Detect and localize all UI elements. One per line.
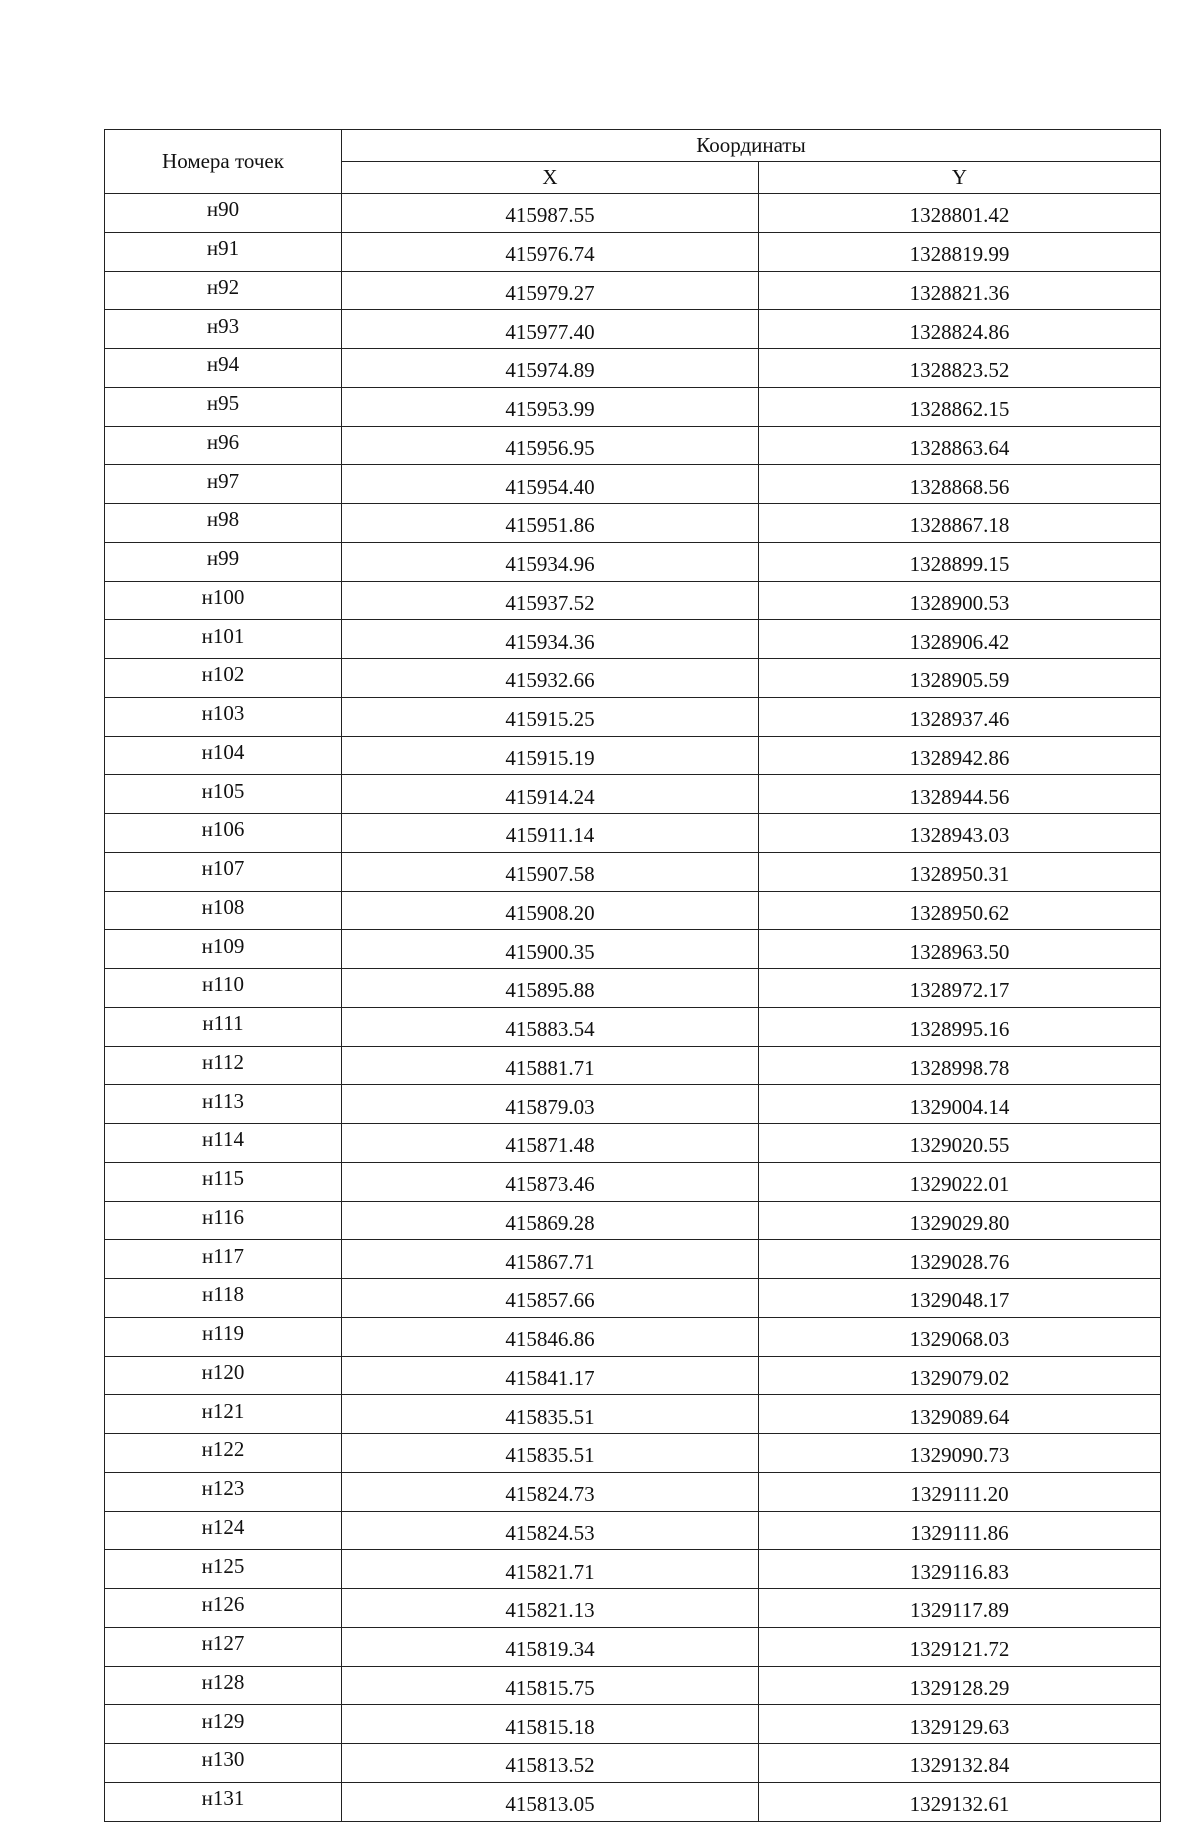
x-coordinate-cell: 415846.86 <box>342 1317 759 1356</box>
x-coordinate-cell: 415841.17 <box>342 1356 759 1395</box>
point-number-cell: н127 <box>105 1627 342 1666</box>
y-coordinate-cell: 1329128.29 <box>759 1666 1161 1705</box>
table-row <box>105 1550 1161 1589</box>
table-row <box>105 1124 1161 1163</box>
point-number-cell: н98 <box>105 504 342 543</box>
x-coordinate-cell: 415869.28 <box>342 1201 759 1240</box>
x-coordinate-cell: 415857.66 <box>342 1279 759 1318</box>
y-coordinate-cell: 1328821.36 <box>759 271 1161 310</box>
table-row <box>105 969 1161 1008</box>
x-coordinate-cell: 415951.86 <box>342 504 759 543</box>
x-coordinate-cell: 415871.48 <box>342 1124 759 1163</box>
table-row <box>105 465 1161 504</box>
table-row <box>105 310 1161 349</box>
point-number-cell: н94 <box>105 349 342 388</box>
coordinates-header: Координаты <box>342 130 1161 162</box>
x-coordinate-cell: 415824.53 <box>342 1511 759 1550</box>
x-coordinate-cell: 415824.73 <box>342 1472 759 1511</box>
y-coordinate-cell: 1329079.02 <box>759 1356 1161 1395</box>
x-coordinate-cell: 415911.14 <box>342 814 759 853</box>
x-coordinate-cell: 415987.55 <box>342 194 759 233</box>
y-coordinate-cell: 1329111.20 <box>759 1472 1161 1511</box>
table-row <box>105 426 1161 465</box>
point-number-cell: н120 <box>105 1356 342 1395</box>
point-number-cell: н126 <box>105 1589 342 1628</box>
table-row <box>105 1279 1161 1318</box>
x-coordinate-cell: 415979.27 <box>342 271 759 310</box>
table-row <box>105 1472 1161 1511</box>
x-coordinate-cell: 415900.35 <box>342 930 759 969</box>
x-coordinate-cell: 415956.95 <box>342 426 759 465</box>
x-coordinate-cell: 415954.40 <box>342 465 759 504</box>
y-header: Y <box>759 162 1161 194</box>
point-number-cell: н123 <box>105 1472 342 1511</box>
point-number-cell: н116 <box>105 1201 342 1240</box>
y-coordinate-cell: 1328867.18 <box>759 504 1161 543</box>
point-number-cell: н99 <box>105 542 342 581</box>
point-number-cell: н131 <box>105 1782 342 1821</box>
table-row <box>105 620 1161 659</box>
table-row <box>105 1085 1161 1124</box>
y-coordinate-cell: 1329090.73 <box>759 1434 1161 1473</box>
point-number-cell: н110 <box>105 969 342 1008</box>
point-number-cell: н117 <box>105 1240 342 1279</box>
table-row <box>105 814 1161 853</box>
y-coordinate-cell: 1328905.59 <box>759 659 1161 698</box>
header-row-top <box>105 130 1161 162</box>
point-number-cell: н125 <box>105 1550 342 1589</box>
point-number-cell: н128 <box>105 1666 342 1705</box>
y-coordinate-cell: 1329111.86 <box>759 1511 1161 1550</box>
y-coordinate-cell: 1329028.76 <box>759 1240 1161 1279</box>
x-coordinate-cell: 415815.75 <box>342 1666 759 1705</box>
x-coordinate-cell: 415907.58 <box>342 852 759 891</box>
table-row <box>105 232 1161 271</box>
x-coordinate-cell: 415934.36 <box>342 620 759 659</box>
table-row <box>105 1434 1161 1473</box>
x-coordinate-cell: 415813.52 <box>342 1744 759 1783</box>
table-row <box>105 1240 1161 1279</box>
y-coordinate-cell: 1328863.64 <box>759 426 1161 465</box>
x-coordinate-cell: 415974.89 <box>342 349 759 388</box>
y-coordinate-cell: 1329129.63 <box>759 1705 1161 1744</box>
table-row <box>105 736 1161 775</box>
x-coordinate-cell: 415821.13 <box>342 1589 759 1628</box>
table-row <box>105 1782 1161 1821</box>
x-coordinate-cell: 415835.51 <box>342 1434 759 1473</box>
table-row <box>105 1201 1161 1240</box>
y-coordinate-cell: 1329020.55 <box>759 1124 1161 1163</box>
table-row <box>105 194 1161 233</box>
x-coordinate-cell: 415867.71 <box>342 1240 759 1279</box>
y-coordinate-cell: 1328942.86 <box>759 736 1161 775</box>
point-number-cell: н111 <box>105 1007 342 1046</box>
point-number-cell: н104 <box>105 736 342 775</box>
y-coordinate-cell: 1328900.53 <box>759 581 1161 620</box>
y-coordinate-cell: 1329089.64 <box>759 1395 1161 1434</box>
y-coordinate-cell: 1328963.50 <box>759 930 1161 969</box>
table-row <box>105 387 1161 426</box>
x-coordinate-cell: 415953.99 <box>342 387 759 426</box>
y-coordinate-cell: 1329132.84 <box>759 1744 1161 1783</box>
x-coordinate-cell: 415932.66 <box>342 659 759 698</box>
point-number-cell: н96 <box>105 426 342 465</box>
point-number-cell: н95 <box>105 387 342 426</box>
x-coordinate-cell: 415883.54 <box>342 1007 759 1046</box>
table-row <box>105 1744 1161 1783</box>
y-coordinate-cell: 1328823.52 <box>759 349 1161 388</box>
table-row <box>105 1162 1161 1201</box>
y-coordinate-cell: 1329121.72 <box>759 1627 1161 1666</box>
table-row <box>105 1705 1161 1744</box>
point-number-cell: н115 <box>105 1162 342 1201</box>
x-coordinate-cell: 415821.71 <box>342 1550 759 1589</box>
table-row <box>105 1589 1161 1628</box>
x-coordinate-cell: 415914.24 <box>342 775 759 814</box>
x-coordinate-cell: 415879.03 <box>342 1085 759 1124</box>
y-coordinate-cell: 1329117.89 <box>759 1589 1161 1628</box>
point-number-cell: н105 <box>105 775 342 814</box>
y-coordinate-cell: 1328819.99 <box>759 232 1161 271</box>
point-number-cell: н130 <box>105 1744 342 1783</box>
y-coordinate-cell: 1328944.56 <box>759 775 1161 814</box>
point-number-cell: н108 <box>105 891 342 930</box>
point-number-cell: н103 <box>105 697 342 736</box>
point-number-cell: н129 <box>105 1705 342 1744</box>
table-row <box>105 1046 1161 1085</box>
table-row <box>105 930 1161 969</box>
table-row <box>105 1511 1161 1550</box>
y-coordinate-cell: 1329048.17 <box>759 1279 1161 1318</box>
table-row <box>105 1317 1161 1356</box>
coordinates-table <box>104 129 1161 1822</box>
point-number-header: Номера точек <box>105 130 342 194</box>
x-coordinate-cell: 415937.52 <box>342 581 759 620</box>
table-row <box>105 349 1161 388</box>
x-coordinate-cell: 415815.18 <box>342 1705 759 1744</box>
table-row <box>105 659 1161 698</box>
point-number-cell: н101 <box>105 620 342 659</box>
x-coordinate-cell: 415915.25 <box>342 697 759 736</box>
x-coordinate-cell: 415835.51 <box>342 1395 759 1434</box>
y-coordinate-cell: 1328868.56 <box>759 465 1161 504</box>
point-number-cell: н124 <box>105 1511 342 1550</box>
table-row <box>105 852 1161 891</box>
point-number-cell: н113 <box>105 1085 342 1124</box>
y-coordinate-cell: 1329004.14 <box>759 1085 1161 1124</box>
table-row <box>105 542 1161 581</box>
y-coordinate-cell: 1329132.61 <box>759 1782 1161 1821</box>
point-number-cell: н122 <box>105 1434 342 1473</box>
y-coordinate-cell: 1328824.86 <box>759 310 1161 349</box>
table-row <box>105 775 1161 814</box>
x-coordinate-cell: 415895.88 <box>342 969 759 1008</box>
x-coordinate-cell: 415881.71 <box>342 1046 759 1085</box>
x-coordinate-cell: 415977.40 <box>342 310 759 349</box>
table-row <box>105 504 1161 543</box>
y-coordinate-cell: 1328998.78 <box>759 1046 1161 1085</box>
point-number-cell: н114 <box>105 1124 342 1163</box>
x-coordinate-cell: 415934.96 <box>342 542 759 581</box>
point-number-cell: н118 <box>105 1279 342 1318</box>
table-header <box>105 130 1161 194</box>
y-coordinate-cell: 1328943.03 <box>759 814 1161 853</box>
point-number-cell: н112 <box>105 1046 342 1085</box>
table-row <box>105 581 1161 620</box>
table-row <box>105 1356 1161 1395</box>
point-number-cell: н107 <box>105 852 342 891</box>
x-coordinate-cell: 415819.34 <box>342 1627 759 1666</box>
x-header: X <box>342 162 759 194</box>
point-number-cell: н109 <box>105 930 342 969</box>
point-number-cell: н106 <box>105 814 342 853</box>
y-coordinate-cell: 1328801.42 <box>759 194 1161 233</box>
y-coordinate-cell: 1329068.03 <box>759 1317 1161 1356</box>
y-coordinate-cell: 1328950.31 <box>759 852 1161 891</box>
x-coordinate-cell: 415813.05 <box>342 1782 759 1821</box>
y-coordinate-cell: 1328995.16 <box>759 1007 1161 1046</box>
y-coordinate-cell: 1329022.01 <box>759 1162 1161 1201</box>
point-number-cell: н92 <box>105 271 342 310</box>
point-number-cell: н100 <box>105 581 342 620</box>
y-coordinate-cell: 1328950.62 <box>759 891 1161 930</box>
y-coordinate-cell: 1328937.46 <box>759 697 1161 736</box>
point-number-cell: н93 <box>105 310 342 349</box>
x-coordinate-cell: 415873.46 <box>342 1162 759 1201</box>
table-row <box>105 1627 1161 1666</box>
table-body <box>105 194 1161 1822</box>
table-row <box>105 697 1161 736</box>
y-coordinate-cell: 1328906.42 <box>759 620 1161 659</box>
point-number-cell: н119 <box>105 1317 342 1356</box>
point-number-cell: н102 <box>105 659 342 698</box>
point-number-cell: н90 <box>105 194 342 233</box>
table-row <box>105 1395 1161 1434</box>
x-coordinate-cell: 415976.74 <box>342 232 759 271</box>
x-coordinate-cell: 415915.19 <box>342 736 759 775</box>
y-coordinate-cell: 1329029.80 <box>759 1201 1161 1240</box>
table-row <box>105 1007 1161 1046</box>
point-number-cell: н121 <box>105 1395 342 1434</box>
y-coordinate-cell: 1328899.15 <box>759 542 1161 581</box>
point-number-cell: н91 <box>105 232 342 271</box>
table-row <box>105 1666 1161 1705</box>
y-coordinate-cell: 1328972.17 <box>759 969 1161 1008</box>
point-number-cell: н97 <box>105 465 342 504</box>
x-coordinate-cell: 415908.20 <box>342 891 759 930</box>
y-coordinate-cell: 1328862.15 <box>759 387 1161 426</box>
table-row <box>105 271 1161 310</box>
table-row <box>105 891 1161 930</box>
y-coordinate-cell: 1329116.83 <box>759 1550 1161 1589</box>
